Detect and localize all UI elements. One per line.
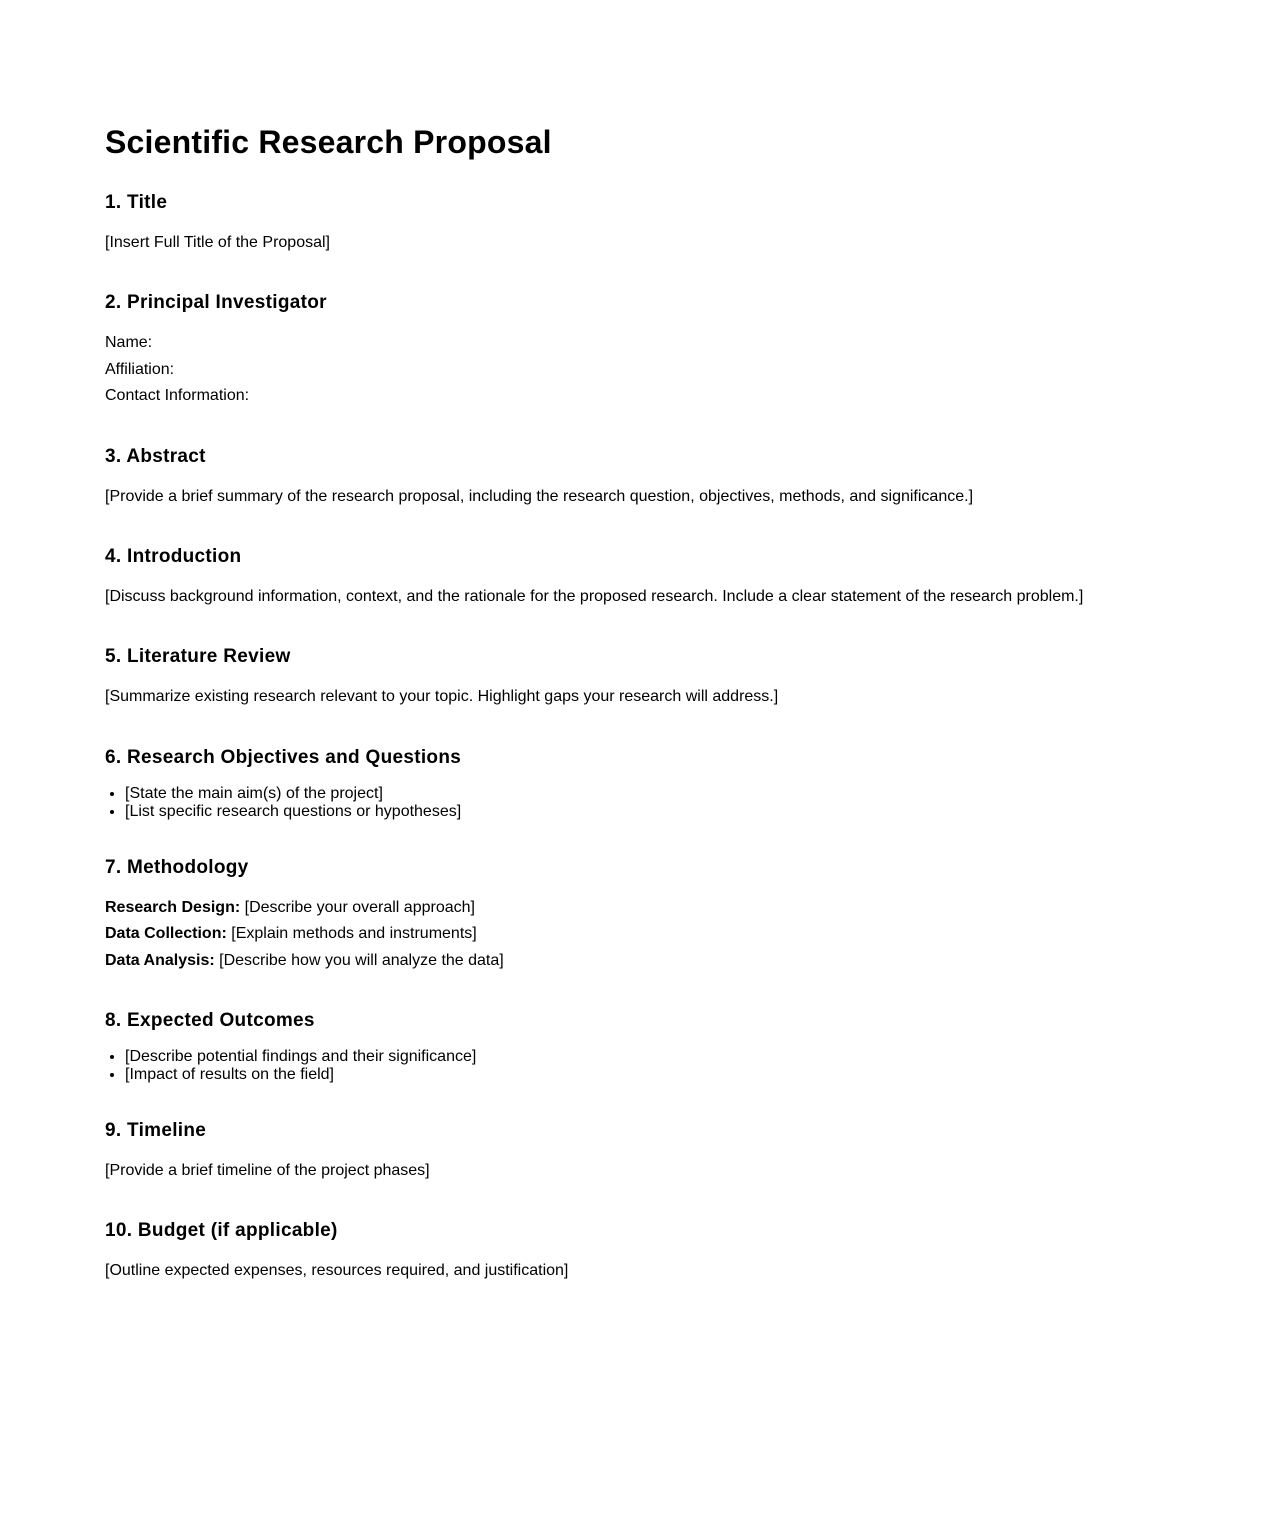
section-heading-literature-review: 5. Literature Review <box>105 646 291 667</box>
field-value: [Explain methods and instruments] <box>226 925 477 942</box>
pi-contact-label: Contact Information: <box>105 387 250 404</box>
list-item: • [Describe potential findings and their significance] <box>125 1048 476 1066</box>
section-heading-methodology: 7. Methodology <box>105 857 249 878</box>
field-label: Research Design: <box>105 899 241 916</box>
outcomes-list <box>105 1048 476 1084</box>
section-heading-budget: 10. Budget (if applicable) <box>105 1220 338 1241</box>
methodology-data-collection <box>105 924 477 944</box>
section-body-budget: [Outline expected expenses, resources required, and justification] <box>105 1262 569 1279</box>
section-body-title: [Insert Full Title of the Proposal] <box>105 234 330 251</box>
section-body-introduction: [Discuss background information, context, and the rationale for the proposed research. Include a clear statement of the research problem.] <box>105 588 1084 605</box>
field-label: Data Analysis: <box>105 952 215 969</box>
field-value: [Describe your overall approach] <box>240 899 475 916</box>
document-title: Scientific Research Proposal <box>105 124 552 160</box>
section-heading-expected-outcomes: 8. Expected Outcomes <box>105 1010 315 1031</box>
section-heading-research-objectives: 6. Research Objectives and Questions <box>105 747 462 768</box>
field-value: [Describe how you will analyze the data] <box>214 952 504 969</box>
section-heading-timeline: 9. Timeline <box>105 1120 207 1141</box>
list-item: • [Impact of results on the field] <box>125 1066 476 1084</box>
section-body-literature-review: [Summarize existing research relevant to your topic. Highlight gaps your research will address.] <box>105 688 779 705</box>
section-body-abstract: [Provide a brief summary of the research proposal, including the research question, objectives, methods, and significance.] <box>105 488 974 505</box>
field-label: Data Collection: <box>105 925 227 942</box>
section-heading-title: 1. Title <box>105 192 168 213</box>
methodology-research-design <box>105 898 475 918</box>
section-heading-principal-investigator: 2. Principal Investigator <box>105 292 327 313</box>
section-heading-abstract: 3. Abstract <box>105 446 206 467</box>
pi-name-label: Name: <box>105 334 153 351</box>
objectives-list <box>105 785 461 821</box>
pi-affiliation-label: Affiliation: <box>105 361 175 378</box>
list-item: • [List specific research questions or hypotheses] <box>125 803 461 821</box>
section-heading-introduction: 4. Introduction <box>105 546 242 567</box>
list-item: • [State the main aim(s) of the project] <box>125 785 461 803</box>
section-body-timeline: [Provide a brief timeline of the project phases] <box>105 1162 430 1179</box>
methodology-data-analysis <box>105 951 504 971</box>
